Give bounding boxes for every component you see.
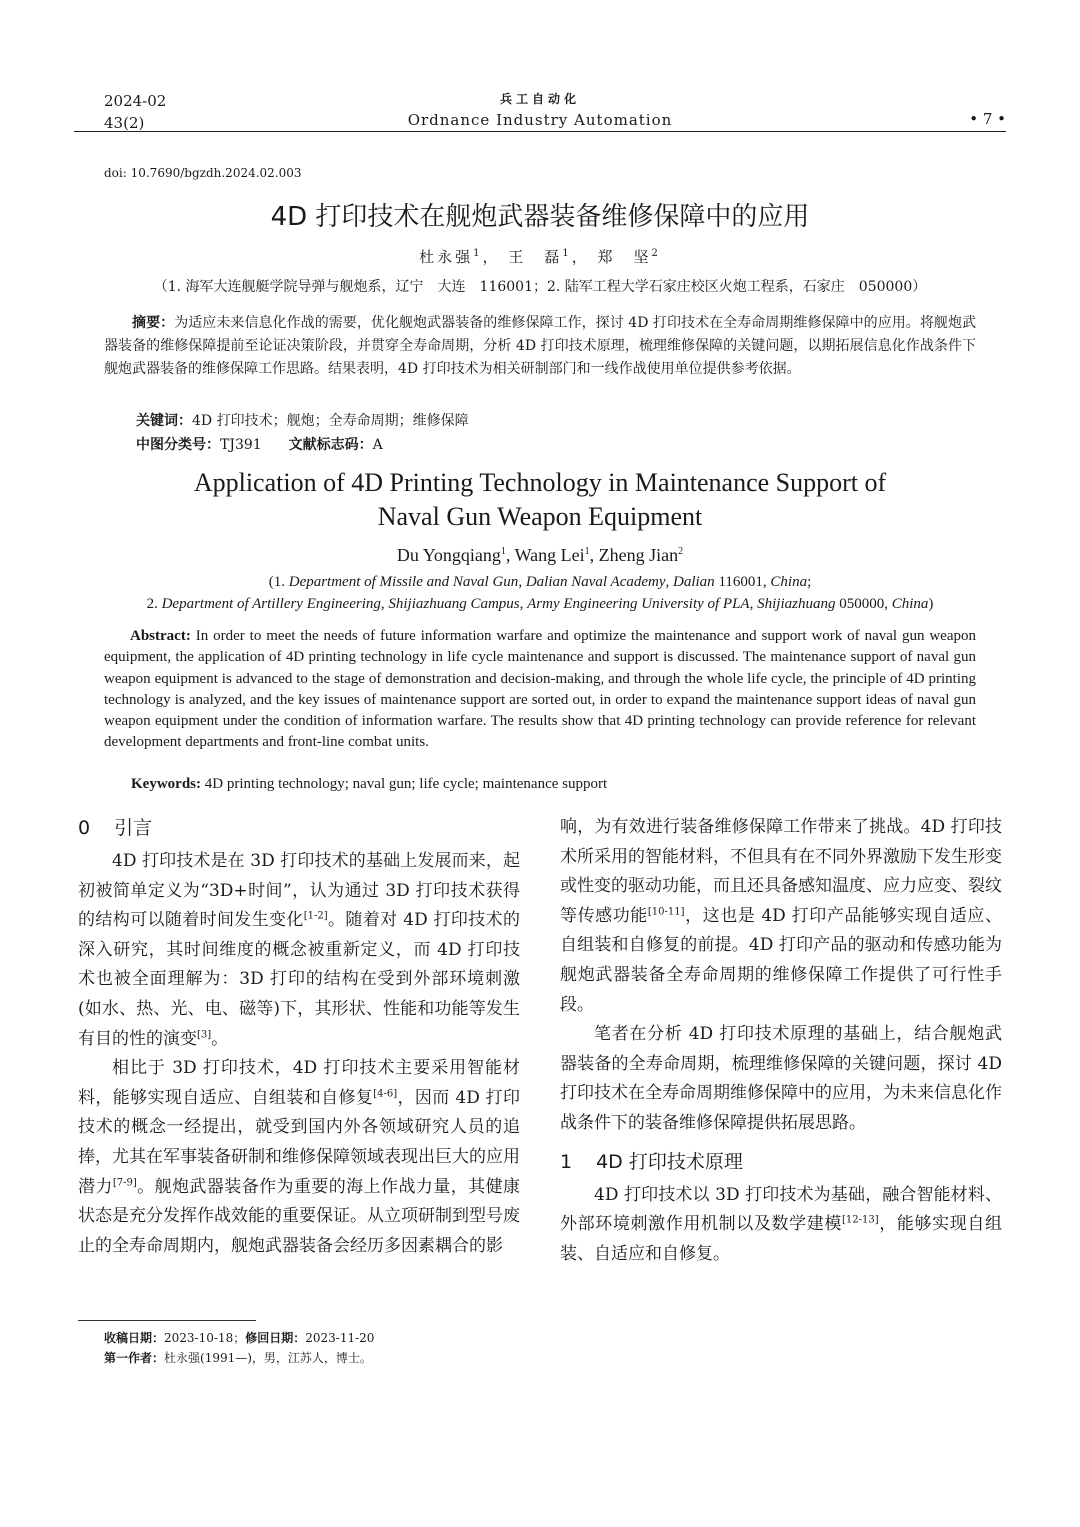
doc-code-value: A bbox=[372, 437, 383, 453]
author-cn-2-sup: 1 bbox=[562, 248, 572, 259]
citation: [10-11] bbox=[647, 906, 685, 918]
paragraph-1: 4D 打印技术是在 3D 打印技术的基础上发展而来，起初被简单定义为“3D+时间”，认为通过 3D 打印技术获得的结构可以随着时间发生变化[1-2]。随着对 4D 打印技术的深入研究，其时间维度的概念被重新定义，而 4D 打印技术也被全面理解为：3D 打印的结构在受到外部环境刺激(如水、热、光、电、磁等)下，其形状、性能和功能等发生有目的性的演变[3]。 bbox=[78, 851, 520, 1049]
affiliation-cn: （1. 海军大连舰艇学院导弹与舰炮系，辽宁 大连 116001；2. 陆军工程大学石家庄校区火炮工程系，石家庄 050000） bbox=[153, 279, 927, 295]
journal-name-cn: 兵工自动化 bbox=[499, 92, 580, 106]
paragraph-4: 4D 打印技术以 3D 打印技术为基础，融合智能材料、外部环境刺激作用机制以及数学建模[12-13]，能够实现自组装、自适应和自修复。 bbox=[560, 1184, 1003, 1264]
authors-en: Du Yongqiang$^1$, Wang Lei$^1$, Zheng Jian$^2$ bbox=[396, 545, 684, 565]
author-cn-1-sup: 1 bbox=[473, 248, 483, 259]
citation: [4-6] bbox=[373, 1088, 398, 1100]
clc-label: 中图分类号： bbox=[136, 437, 220, 453]
citation: [7-9] bbox=[112, 1176, 137, 1188]
issue-volume: 43(2) bbox=[104, 114, 145, 132]
affiliation-en-1: (1. Department of Missile and Naval Gun, Dalian Naval Academy, Dalian 116001, China; bbox=[268, 574, 812, 590]
authors-cn: 杜永强$^1$， 王 磊$^1$， 郑 坚$^2$ bbox=[419, 248, 661, 266]
doi: doi: 10.7690/bgzdh.2024.02.003 bbox=[104, 166, 302, 180]
footnote-dates: 收稿日期：2023-10-18；修回日期：2023-11-20 bbox=[104, 1331, 375, 1345]
author-en-2: Wang Lei bbox=[514, 545, 585, 565]
paragraph-2-continued: 响，为有效进行装备维修保障工作带来了挑战。4D 打印技术所采用的智能材料，不但具有在不同外界激励下发生形变或性变的驱动功能，而且还具备感知温度、应力应变、裂纹等传感功能[10-11]，这也是 4D 打印产品能够实现自适应、自组装和自修复的前提。4D 打印产品的驱动和传感功能为舰炮武器装备全寿命周期的维修保障工作提供了可行性手段。 bbox=[560, 817, 1002, 1015]
keywords-en bbox=[131, 776, 607, 793]
citation: [1-2] bbox=[303, 910, 328, 922]
footnote-author: 第一作者：杜永强(1991—)，男，江苏人，博士。 bbox=[104, 1351, 372, 1365]
keywords-en-text: 4D printing technology; naval gun; life cycle; maintenance support bbox=[204, 776, 608, 792]
author-en-3: Zheng Jian bbox=[598, 545, 679, 565]
section-1-heading bbox=[560, 1147, 1002, 1177]
abstract-en-label: Abstract: bbox=[130, 628, 191, 644]
issue-info bbox=[104, 90, 166, 134]
affiliation-en bbox=[60, 571, 1020, 615]
abstract-en bbox=[104, 626, 976, 754]
author-en-1: Du Yongqiang bbox=[396, 545, 501, 565]
body-column-left bbox=[78, 813, 520, 1261]
title-en-line2: Naval Gun Weapon Equipment bbox=[377, 502, 703, 531]
affiliation-en-2: 2. Department of Artillery Engineering, Shijiazhuang Campus, Army Engineering University of PLA, Shijiazhuang 050000, China) bbox=[146, 596, 934, 612]
journal-name-en: Ordnance Industry Automation bbox=[407, 111, 673, 129]
section-1-number: 1 bbox=[560, 1150, 573, 1173]
section-0-title: 引言 bbox=[114, 817, 153, 839]
author-en-2-sup: 1 bbox=[584, 546, 590, 557]
author-cn-3: 郑 坚 bbox=[597, 248, 652, 266]
keywords-cn-text: 4D 打印技术；舰炮；全寿命周期；维修保障 bbox=[192, 413, 469, 429]
issue-year: 2024-02 bbox=[104, 92, 167, 110]
classification bbox=[136, 434, 383, 454]
paragraph-3: 笔者在分析 4D 打印技术原理的基础上，结合舰炮武器装备的全寿命周期，梳理维修保障的关键问题，探讨 4D 打印技术在全寿命周期维修保障中的应用，为未来信息化作战条件下的装备维修保障提供拓展思路。 bbox=[560, 1024, 1002, 1133]
citation: [3] bbox=[197, 1028, 212, 1040]
page-number: • 7 • bbox=[969, 110, 1006, 128]
abstract-cn bbox=[104, 312, 976, 381]
title-cn: 4D 打印技术在舰炮武器装备维修保障中的应用 bbox=[270, 202, 810, 232]
author-en-1-sup: 1 bbox=[500, 546, 506, 557]
abstract-cn-text: 为适应未来信息化作战的需要，优化舰炮武器装备的维修保障工作，探讨 4D 打印技术在全寿命周期维修保障中的应用。将舰炮武器装备的维修保障提前至论证决策阶段，并贯穿全寿命周期，分析 4D 打印技术原理，梳理维修保障的关键问题，以期拓展信息化作战条件下舰炮武器装备的维修保障工作思路。结果表明，4D 打印技术为相关研制部门和一线作战使用单位提供参考依据。 bbox=[104, 315, 977, 377]
section-1-title: 4D 打印技术原理 bbox=[596, 1150, 743, 1173]
doc-code-label: 文献标志码： bbox=[288, 437, 373, 453]
paragraph-2: 相比于 3D 打印技术，4D 打印技术主要采用智能材料，能够实现自适应、自组装和自修复[4-6]，因而 4D 打印技术的概念一经提出，就受到国内外各领域研究人员的追捧，尤其在军事装备研制和维修保障领域表现出巨大的应用潜力[7-9]。舰炮武器装备作为重要的海上作战力量，其健康状态是充分发挥作战效能的重要保证。从立项研制到型号废止的全寿命周期内，舰炮武器装备会经历多因素耦合的影 bbox=[78, 1058, 521, 1256]
title-en bbox=[0, 466, 1080, 534]
author-en-3-sup: 2 bbox=[678, 546, 684, 557]
clc-value: TJ391 bbox=[220, 437, 262, 453]
abstract-cn-label: 摘要： bbox=[132, 315, 175, 331]
footnote-rule bbox=[78, 1320, 256, 1321]
abstract-en-text: In order to meet the needs of future information warfare and optimize the maintenance and support work of naval gun weapon equipment, the application of 4D printing technology in life cycle maintenance and support is discussed. The maintenance support of naval gun weapon equipment is advanced to the stage of demonstration and decision-making, and through the whole life cycle, the principle of 4D printing technology is analyzed, and the key issues of maintenance support are sorted out, in order to expand the maintenance support ideas of naval gun weapon equipment under the condition of information warfare. The results show that 4D printing technology can provide reference for relevant development departments and front-line combat units. bbox=[104, 628, 976, 751]
body-column-right bbox=[560, 813, 1002, 1269]
section-0-heading bbox=[78, 813, 520, 843]
title-en-line1: Application of 4D Printing Technology in Maintenance Support of bbox=[193, 468, 887, 497]
keywords-cn bbox=[136, 410, 469, 430]
header-rule bbox=[74, 131, 1006, 132]
author-cn-2: 王 磊 bbox=[508, 248, 563, 266]
journal-name bbox=[340, 90, 740, 132]
citation: [12-13] bbox=[842, 1214, 879, 1226]
keywords-en-label: Keywords: bbox=[131, 776, 201, 792]
footnote bbox=[104, 1328, 374, 1368]
section-0-number: 0 bbox=[78, 817, 91, 839]
author-cn-3-sup: 2 bbox=[651, 248, 661, 259]
keywords-cn-label: 关键词： bbox=[136, 413, 192, 429]
author-cn-1: 杜永强 bbox=[419, 248, 474, 266]
